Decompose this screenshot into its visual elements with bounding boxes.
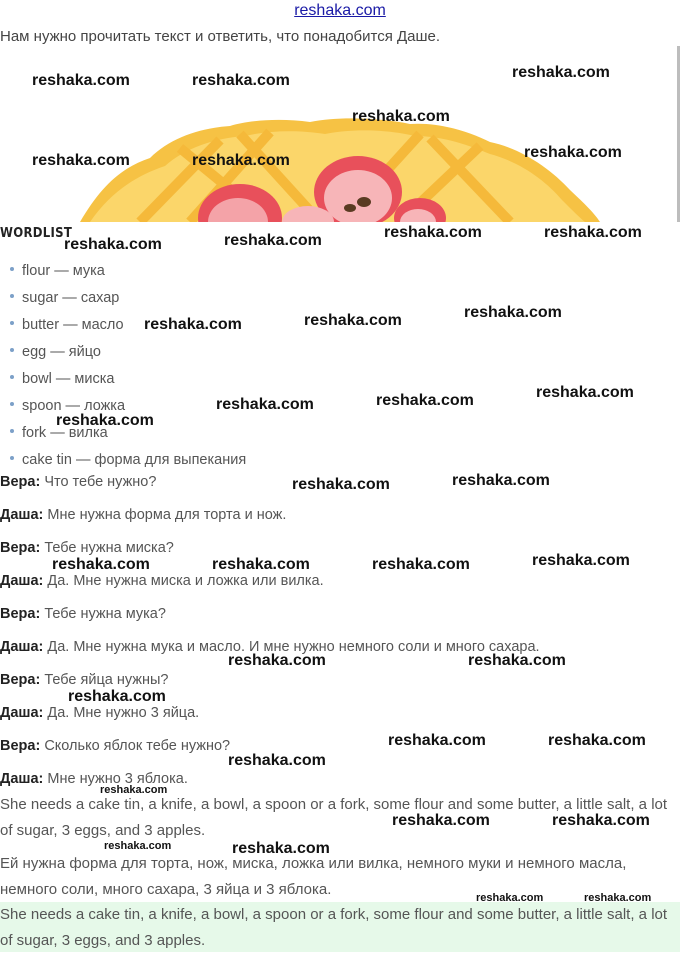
watermark: reshaka.com — [212, 556, 310, 573]
watermark: reshaka.com — [388, 732, 486, 749]
watermark: reshaka.com — [548, 732, 646, 749]
watermark: reshaka.com — [64, 236, 162, 253]
watermark: reshaka.com — [192, 152, 290, 169]
list-item: butter — масло — [10, 316, 246, 343]
list-item: egg — яйцо — [10, 343, 246, 370]
watermark: reshaka.com — [56, 412, 154, 429]
dialogue-line: Даша: Да. Мне нужна миска и ложка или вилка. — [0, 573, 324, 589]
dialogue-line: Даша: Мне нужна форма для торта и нож. — [0, 507, 287, 523]
bullet-icon — [10, 267, 14, 271]
watermark: reshaka.com — [452, 472, 550, 489]
watermark: reshaka.com — [32, 152, 130, 169]
list-item: flour — мука — [10, 262, 246, 289]
watermark: reshaka.com — [536, 384, 634, 401]
watermark: reshaka.com — [524, 144, 622, 161]
dialogue-line: Вера: Сколько яблок тебе нужно? — [0, 738, 231, 754]
dialogue-line: Вера: Тебе нужна мука? — [0, 606, 166, 622]
watermark: reshaka.com — [104, 840, 172, 852]
bullet-icon — [10, 402, 14, 406]
dialogue-line: Вера: Что тебе нужно? — [0, 474, 157, 490]
watermark: reshaka.com — [192, 72, 290, 89]
watermark: reshaka.com — [216, 396, 314, 413]
list-item: cake tin — форма для выпекания — [10, 451, 246, 478]
wordlist-title: WORDLIST — [0, 226, 73, 241]
list-item: fork — вилка — [10, 424, 246, 451]
dialogue-line: Даша: Да. Мне нужна мука и масло. И мне нужно немного соли и много сахара. — [0, 639, 540, 655]
list-item: sugar — сахар — [10, 289, 246, 316]
wordlist — [10, 262, 246, 478]
watermark: reshaka.com — [352, 108, 450, 125]
bullet-icon — [10, 321, 14, 325]
bullet-icon — [10, 375, 14, 379]
watermark: reshaka.com — [376, 392, 474, 409]
watermark: reshaka.com — [392, 812, 490, 829]
watermark: reshaka.com — [464, 304, 562, 321]
watermark: reshaka.com — [100, 784, 168, 796]
watermark: reshaka.com — [144, 316, 242, 333]
watermark: reshaka.com — [532, 552, 630, 569]
dialogue-line: Даша: Да. Мне нужно 3 яйца. — [0, 705, 200, 721]
watermark: reshaka.com — [552, 812, 650, 829]
bullet-icon — [10, 294, 14, 298]
watermark: reshaka.com — [228, 652, 326, 669]
watermark: reshaka.com — [372, 556, 470, 573]
bullet-icon — [10, 348, 14, 352]
watermark: reshaka.com — [304, 312, 402, 329]
watermark: reshaka.com — [468, 652, 566, 669]
watermark: reshaka.com — [68, 688, 166, 705]
watermark: reshaka.com — [476, 892, 544, 904]
list-item: bowl — миска — [10, 370, 246, 397]
watermark: reshaka.com — [584, 892, 652, 904]
watermark: reshaka.com — [384, 224, 482, 241]
watermark: reshaka.com — [224, 232, 322, 249]
summary-russian: Ей нужна форма для торта, нож, миска, ложка или вилка, немного муки и немного масла, немного соли, много сахара, 3 яйца и 3 яблока. — [0, 855, 627, 898]
pie-illustration — [80, 118, 600, 222]
dialogue-line: Вера: Тебе яйца нужны? — [0, 672, 169, 688]
intro-text: Нам нужно прочитать текст и ответить, что понадобится Даше. — [0, 28, 441, 45]
bullet-icon — [10, 429, 14, 433]
watermark: reshaka.com — [512, 64, 610, 81]
dialogue-line: Вера: Тебе нужна миска? — [0, 540, 174, 556]
watermark: reshaka.com — [544, 224, 642, 241]
watermark: reshaka.com — [228, 752, 326, 769]
answer-box — [0, 902, 680, 952]
answer-text: She needs a cake tin, a knife, a bowl, a spoon or a fork, some flour and some butter, a little salt, a lot of sugar, 3 eggs, and 3 apples. — [0, 906, 668, 949]
summary-english: She needs a cake tin, a knife, a bowl, a spoon or a fork, some flour and some butter, a little salt, a lot of sugar, 3 eggs, and 3 apples. — [0, 796, 668, 839]
watermark: reshaka.com — [232, 840, 330, 857]
watermark: reshaka.com — [292, 476, 390, 493]
list-item: spoon — ложка — [10, 397, 246, 424]
site-title[interactable]: reshaka.com — [294, 2, 386, 19]
bullet-icon — [10, 456, 14, 460]
watermark: reshaka.com — [52, 556, 150, 573]
watermark: reshaka.com — [32, 72, 130, 89]
dialogue-line: Даша: Мне нужно 3 яблока. — [0, 771, 188, 787]
